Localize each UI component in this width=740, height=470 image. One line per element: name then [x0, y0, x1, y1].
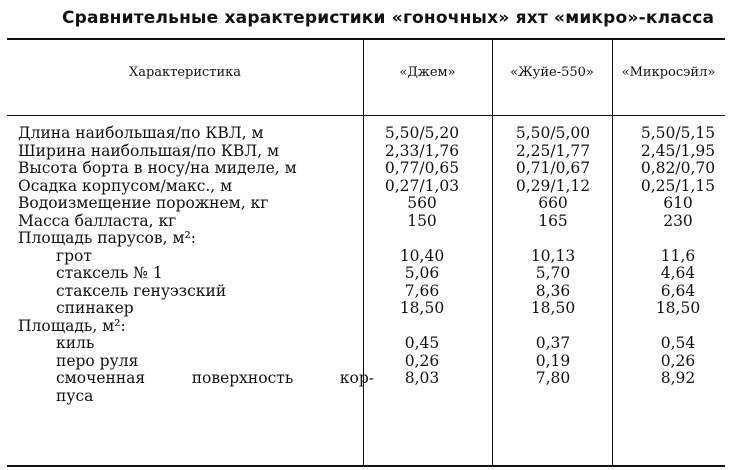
row-label: стаксель генуэзский — [56, 281, 227, 300]
cell-value: 5,50/5,15 — [640, 124, 716, 142]
table-title: Сравнительные характеристики «гоночных» яхт «микро»-класса — [62, 8, 715, 28]
row-label: киль — [56, 334, 95, 352]
row-label: Водоизмещение порожнем, кг — [18, 194, 269, 212]
row-label: пуса — [56, 386, 94, 405]
cell-value: 230 — [663, 211, 693, 230]
cell-value: 5,06 — [404, 264, 440, 282]
row-label: спинакер — [56, 299, 134, 317]
row-label: Длина наибольшая/по КВЛ, м — [18, 124, 264, 142]
cell-value: 18,50 — [655, 299, 701, 317]
table-row — [18, 300, 728, 318]
header-yacht-3: «Микросэйл» — [621, 65, 716, 80]
row-label-part: кор- — [339, 369, 374, 387]
table-row — [18, 213, 728, 231]
cell-value: 18,50 — [530, 299, 576, 317]
row-label-part: смоченная — [56, 369, 146, 387]
cell-value: 7,66 — [404, 281, 440, 300]
cell-value: 11,6 — [660, 246, 696, 265]
table-row — [18, 388, 728, 406]
cell-value: 5,70 — [535, 264, 571, 282]
cell-value: 2,25/1,77 — [515, 141, 591, 160]
cell-value: 6,64 — [660, 281, 696, 300]
row-label: Осадка корпусом/макс., м — [18, 176, 233, 195]
row-label: грот — [56, 246, 92, 265]
table-row — [18, 265, 728, 283]
cell-value: 4,64 — [660, 264, 696, 282]
row-label: Масса балласта, кг — [18, 211, 177, 230]
row-label — [56, 370, 374, 388]
table-row — [18, 125, 728, 143]
table-row — [18, 283, 728, 301]
table-row — [18, 248, 728, 266]
header-yacht-2: «Жуйе-550» — [510, 65, 594, 80]
cell-value: 660 — [538, 194, 568, 212]
cell-value: 2,33/1,76 — [384, 141, 460, 160]
cell-value: 8,36 — [535, 281, 571, 300]
header-yacht-1: «Джем» — [399, 65, 456, 80]
cell-value: 0,71/0,67 — [515, 159, 591, 177]
cell-value: 0,77/0,65 — [384, 159, 460, 177]
cell-value: 8,03 — [404, 369, 440, 387]
cell-value: 150 — [407, 211, 437, 230]
cell-value: 560 — [407, 194, 437, 212]
cell-value: 5,50/5,20 — [384, 124, 460, 142]
cell-value: 10,13 — [530, 246, 576, 265]
header-divider — [7, 115, 725, 116]
cell-value: 610 — [663, 194, 693, 212]
table-body — [18, 125, 728, 405]
row-label: перо руля — [56, 351, 139, 370]
table-row — [18, 195, 728, 213]
table-row — [18, 230, 728, 248]
table-row — [18, 160, 728, 178]
table-row — [18, 143, 728, 161]
cell-value: 7,80 — [535, 369, 571, 387]
cell-value: 0,29/1,12 — [515, 176, 591, 195]
cell-value: 8,92 — [660, 369, 696, 387]
cell-value: 2,45/1,95 — [640, 141, 716, 160]
cell-value: 10,40 — [399, 246, 445, 265]
row-label-part: поверхность — [191, 369, 294, 387]
row-label: Ширина наибольшая/по КВЛ, м — [18, 141, 280, 160]
table-row — [18, 370, 728, 388]
table-row — [18, 318, 728, 336]
header-characteristic: Характеристика — [128, 65, 242, 80]
cell-value: 5,50/5,00 — [515, 124, 591, 142]
cell-value: 0,26 — [404, 351, 440, 370]
row-label: Площадь, м²: — [18, 316, 126, 335]
row-label: Высота борта в носу/на миделе, м — [18, 159, 297, 177]
cell-value: 0,26 — [660, 351, 696, 370]
cell-value: 18,50 — [399, 299, 445, 317]
table-row — [18, 335, 728, 353]
cell-value: 165 — [538, 211, 568, 230]
table-row — [18, 353, 728, 371]
row-label: стаксель № 1 — [56, 264, 163, 282]
cell-value: 0,19 — [535, 351, 571, 370]
table-row — [18, 178, 728, 196]
cell-value: 0,37 — [535, 334, 571, 352]
row-label: Площадь парусов, м²: — [18, 229, 196, 247]
cell-value: 0,82/0,70 — [640, 159, 716, 177]
cell-value: 0,25/1,15 — [640, 176, 716, 195]
cell-value: 0,45 — [404, 334, 440, 352]
cell-value: 0,54 — [660, 334, 696, 352]
cell-value: 0,27/1,03 — [384, 176, 460, 195]
